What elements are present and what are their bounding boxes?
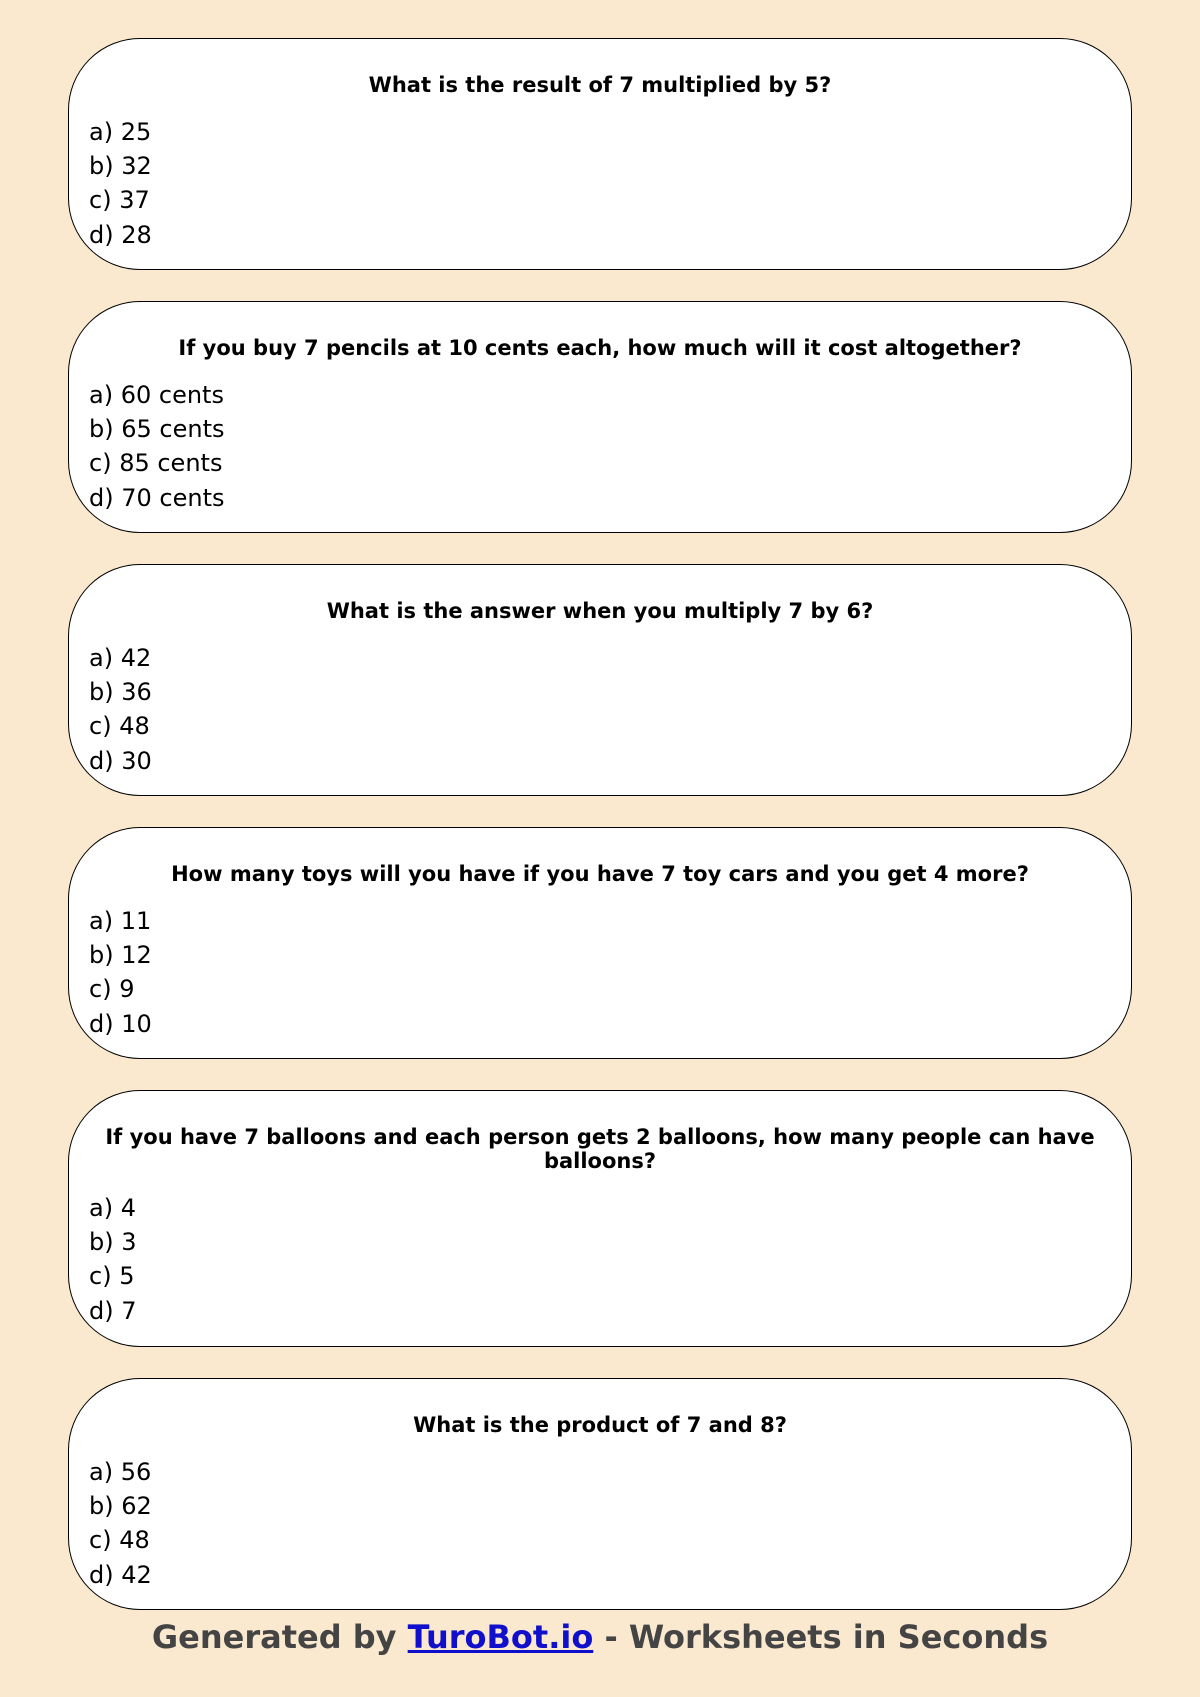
answer-option: a) 25 [89,118,152,146]
answer-option: c) 9 [89,975,135,1004]
answer-option: a) 56 [89,1458,152,1486]
answer-option: b) 12 [89,941,152,970]
question-card [68,1378,1132,1610]
question-card [68,1090,1132,1347]
answer-option: c) 48 [89,1526,150,1555]
question-card [68,38,1132,270]
answer-option: c) 37 [89,186,150,215]
answer-option: b) 32 [89,152,152,181]
answer-option: d) 42 [89,1560,152,1589]
question-text: If you have 7 balloons and each person gets 2 balloons, how many people can have balloons? [105,1125,1095,1173]
question-card [68,827,1132,1059]
answer-option: a) 4 [89,1194,136,1222]
answer-options [89,1455,152,1592]
answer-option: b) 36 [89,678,152,707]
answer-option: a) 11 [89,907,152,935]
answer-options [89,904,152,1041]
footer-prefix: Generated by [151,1618,408,1656]
answer-option: b) 62 [89,1492,152,1521]
question-card [68,301,1132,533]
answer-option: d) 10 [89,1009,152,1038]
answer-option: c) 85 cents [89,449,223,478]
question-card [68,564,1132,796]
footer-credit [0,1617,1200,1657]
answer-option: b) 65 cents [89,415,225,444]
answer-option: d) 70 cents [89,483,225,512]
answer-option: a) 60 cents [89,381,224,409]
answer-options [89,641,152,778]
question-text: If you buy 7 pencils at 10 cents each, how much will it cost altogether? [178,336,1022,360]
answer-options [89,1191,137,1328]
answer-options [89,115,152,252]
footer-suffix: - Worksheets in Seconds [593,1618,1049,1656]
answer-option: c) 5 [89,1262,135,1291]
answer-option: c) 48 [89,712,150,741]
question-text: How many toys will you have if you have 7 toy cars and you get 4 more? [171,862,1029,886]
turobot-link[interactable]: TuroBot.io [407,1618,594,1656]
answer-option: a) 42 [89,644,152,672]
question-text: What is the result of 7 multiplied by 5? [368,73,832,97]
question-text: What is the product of 7 and 8? [413,1413,787,1437]
answer-option: b) 3 [89,1228,137,1257]
answer-option: d) 28 [89,220,152,249]
answer-option: d) 7 [89,1296,137,1325]
question-text: What is the answer when you multiply 7 by 6? [326,599,874,623]
answer-option: d) 30 [89,746,152,775]
answer-options [89,378,224,515]
